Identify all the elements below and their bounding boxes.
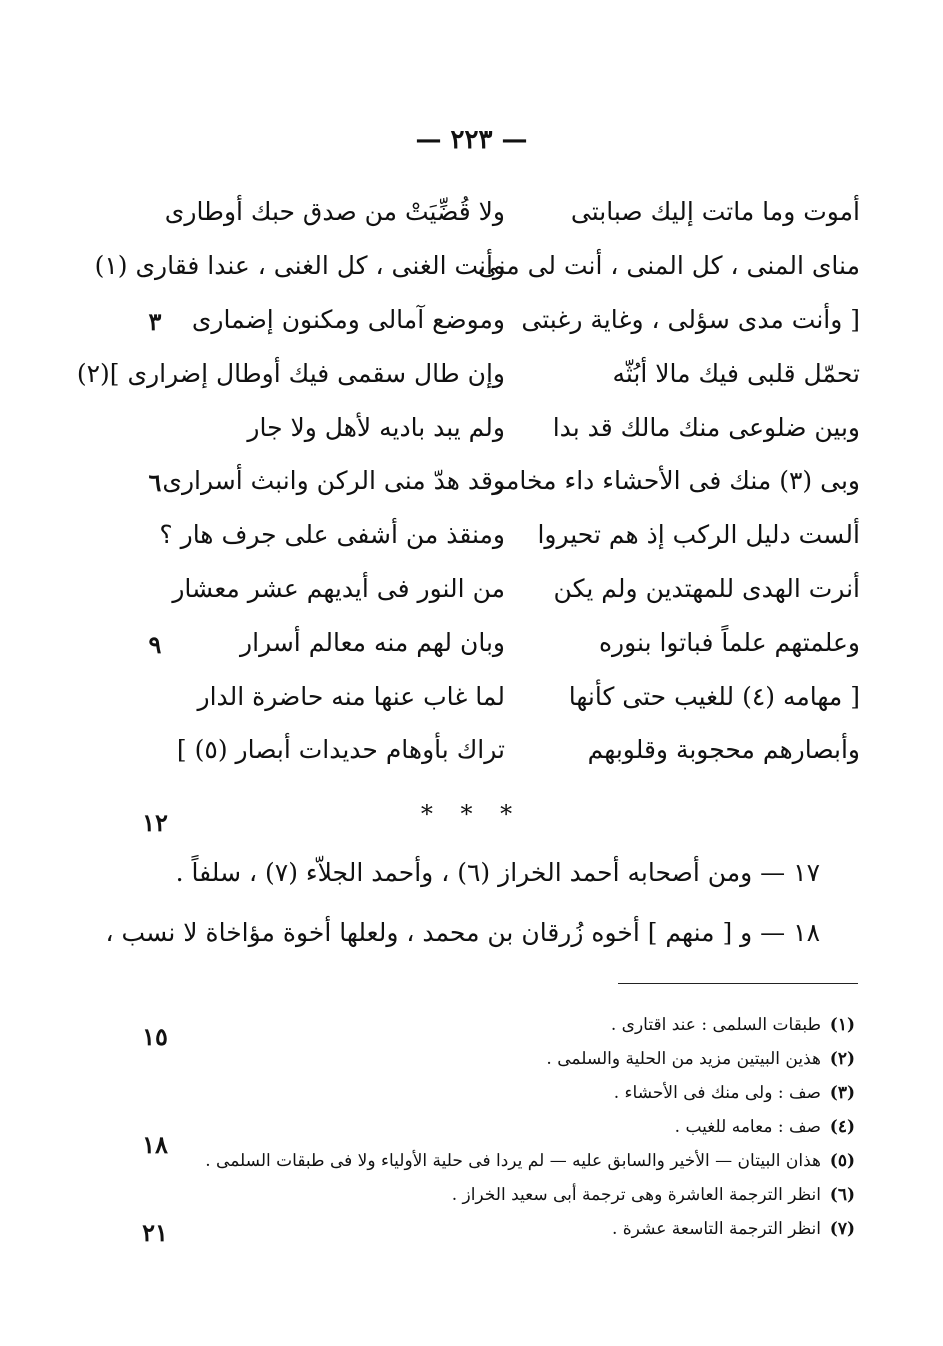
verse-first-hemistich: [ مهامه (٤) للغيب حتى كأنها (568, 681, 860, 711)
verse-second-hemistich: ومنقذ من أشفى على جرف هار ؟ (159, 520, 505, 550)
verse-first-hemistich: وبين ضلوعى منك مالك قد بدا (552, 412, 860, 442)
verse-second-hemistich: وقد هدّ منى الركن وانبث أسرارى (162, 466, 505, 496)
verse-second-hemistich: لما غاب عنها منه حاضرة الدار (197, 681, 505, 711)
verse-line (76, 346, 860, 400)
line-number-margin: ٢١ (142, 1218, 168, 1247)
verse-line (195, 615, 860, 669)
verse-first-hemistich: مناى المنى ، كل المنى ، أنت لى منى (477, 251, 860, 281)
verse-second-hemistich: تراك بأوهام حديدات أبصار (٥) ] (176, 735, 505, 765)
line-number-margin: ١٨ (142, 1130, 168, 1159)
verse-line (195, 400, 860, 454)
footnote-text: صف : ولى منك فى الأحشاء . (613, 1083, 821, 1103)
verse-line (172, 562, 860, 616)
footnote-number: (٤) (829, 1117, 855, 1137)
verse-first-hemistich: أموت وما ماتت إليك صبابتى (570, 197, 860, 227)
footnote-number: (٦) (829, 1185, 855, 1205)
verse-second-hemistich: وموضع آمالى ومكنون إضمارى (191, 304, 505, 334)
footnote (190, 1076, 855, 1110)
verse-second-hemistich: ولا قُضِّيَتْ من صدق حبك أوطارى (164, 197, 505, 227)
verse-second-hemistich: ولم يبد باديه لأهل ولا جار (247, 412, 505, 442)
footnote-number: (١) (829, 1015, 855, 1035)
footnote-number: (٥) (829, 1151, 855, 1171)
poem (76, 185, 860, 777)
line-number-margin: ١٢ (142, 808, 168, 837)
verse-line (195, 669, 860, 723)
line-number-margin: ٣ (148, 307, 162, 336)
verse-second-hemistich: وأنت الغنى ، كل الغنى ، عندا فقارى (١) (94, 251, 505, 281)
section-divider-stars: * * * (420, 800, 523, 828)
verse-first-hemistich: وبى (٣) منك فى الأحشاء داء مخامر (492, 466, 860, 496)
verse-line (191, 293, 860, 347)
footnote (190, 1008, 855, 1042)
footnote (190, 1212, 855, 1246)
line-number-margin: ١٥ (142, 1022, 168, 1051)
footnote (190, 1178, 855, 1212)
footnote-text: صف : معامه للغيب . (674, 1117, 821, 1137)
verse-line (176, 723, 860, 777)
verse-line (94, 239, 860, 293)
footnote-text: هذان البيتان — الأخير والسابق عليه — لم يردا فى حلية الأولياء ولا فى طبقات السلمى . (205, 1151, 821, 1171)
verse-first-hemistich: وعلمتهم علماً فباتوا بنوره (598, 627, 860, 657)
verse-first-hemistich: ألست دليل الركب إذ هم تحيروا (537, 520, 860, 550)
footnote-number: (٣) (829, 1083, 855, 1103)
prose-paragraph: ١٨ — و [ منهم ] أخوه زُرقان بن محمد ، ولعلها أخوة مؤاخاة لا نسب ، (105, 918, 820, 947)
verse-first-hemistich: أنرت الهدى للمهتدين ولم يكن (553, 573, 860, 603)
verse-second-hemistich: وبان لهم منه معالم أسرار (240, 627, 505, 657)
verse-second-hemistich: وإن طال سقمى فيك أوطال إضرارى ](٢) (76, 358, 505, 388)
verse-first-hemistich: [ وأنت مدى سؤلى ، وغاية رغبتى (521, 304, 860, 334)
verse-line (164, 185, 860, 239)
footnote-text: طبقات السلمى : عند اقتارى . (610, 1015, 821, 1035)
footnote-text: انظر الترجمة العاشرة وهى ترجمة أبى سعيد الخراز . (451, 1185, 821, 1205)
footnote (190, 1110, 855, 1144)
footnote (190, 1042, 855, 1076)
footnote-number: (٧) (829, 1219, 855, 1239)
footnote (190, 1144, 855, 1178)
footnotes (190, 1008, 855, 1246)
page-number: — ٢٢٣ — (415, 125, 528, 155)
line-number-margin: ٦ (148, 468, 162, 497)
footnote-text: انظر الترجمة التاسعة عشرة . (611, 1219, 821, 1239)
footnote-text: هذين البيتين مزيد من الحلية والسلمى . (546, 1049, 821, 1069)
footnote-number: (٢) (829, 1049, 855, 1069)
verse-line (162, 454, 860, 508)
verse-line (159, 508, 860, 562)
footnote-separator (618, 983, 858, 984)
line-number-margin: ٩ (148, 630, 162, 659)
prose-paragraph: ١٧ — ومن أصحابه أحمد الخراز (٦) ، وأحمد الجلاّء (٧) ، سلفاً . (175, 858, 820, 887)
verse-first-hemistich: وأبصارهم محجوبة وقلوبهم (587, 735, 860, 765)
verse-first-hemistich: تحمّل قلبى فيك مالا أبُثّه (612, 358, 860, 388)
verse-second-hemistich: من النور فى أيديهم عشر معشار (172, 573, 505, 603)
